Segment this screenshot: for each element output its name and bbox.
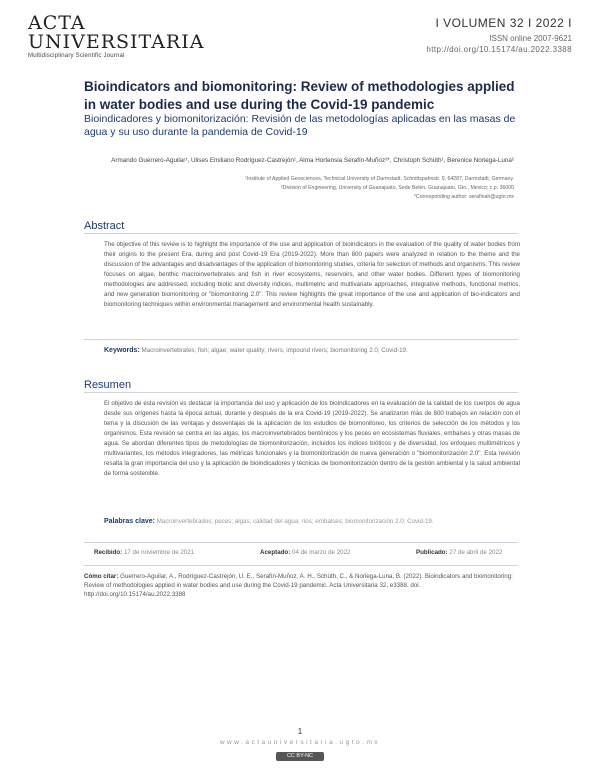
article-title-spanish: Bioindicadores y biomonitorización: Revisión de las metodologías aplicadas en las masas de agua y su uso durante la pandemia de Covid-19 bbox=[84, 113, 516, 138]
accepted-date bbox=[260, 549, 350, 556]
accepted-label: Aceptado: bbox=[260, 549, 291, 556]
published-date bbox=[416, 549, 502, 556]
journal-logo bbox=[28, 12, 205, 59]
logo-line1: ACTA bbox=[28, 12, 86, 34]
cite-text: Guerrero-Aguilar, A., Rodríguez-Castrejón, U. E., Serafín-Muñoz, A. H., Schüth, C., & Noriega-Luna, B. (2022). Bioindicators and biomonitoring: Review of methodologies applied in water bodies and use during the Covid-19 pandemic. Acta Universitaria 32, e3388. doi. http://doi.org/10.15174/au.2022.3388 bbox=[84, 573, 513, 598]
author-list: Armando Guerrero-Aguilar¹, Ulises Emiliano Rodríguez-Castrejón¹, Alma Hortensia Serafín-Muñoz²*, Christoph Schüth¹, Berenice Noriega-Luna² bbox=[111, 157, 514, 164]
issn-label: ISSN online 2007-9621 bbox=[489, 34, 572, 43]
keywords bbox=[104, 347, 408, 354]
article-title: Bioindicators and biomonitoring: Review of methodologies applied in water bodies and use during the Covid-19 pandemic bbox=[84, 79, 515, 112]
abstract-heading: Abstract bbox=[84, 220, 125, 232]
keywords-label: Keywords: bbox=[104, 347, 140, 354]
logo-line2: UNIVERSITARIA bbox=[28, 31, 205, 53]
palabras-clave bbox=[104, 518, 434, 525]
cite-label: Cómo citar: bbox=[84, 573, 119, 580]
publication-dates bbox=[84, 542, 518, 566]
palabras-clave-label: Palabras clave: bbox=[104, 518, 155, 525]
page-number: 1 bbox=[297, 727, 303, 736]
volume-label: I VOLUMEN 32 I 2022 I bbox=[435, 16, 572, 30]
palabras-clave-values: Macroinvertebrados; peces; algas; calidad del agua; ríos; embalses; biomonitorización 2.0; Covid-19. bbox=[156, 518, 434, 525]
affiliation-1: ¹Institute of Applied Geosciences, Technical University of Darmstadt, Schnittspahnstr. 9, 64287, Darmstadt, Germany. bbox=[245, 176, 514, 182]
received-value: 17 de noviembre de 2021 bbox=[123, 549, 195, 556]
doi-link[interactable]: http://doi.org/10.15174/au.2022.3388 bbox=[426, 45, 572, 54]
resumen-heading: Resumen bbox=[84, 379, 132, 391]
published-label: Publicado: bbox=[416, 549, 448, 556]
published-value: 27 de abril de 2022 bbox=[449, 549, 503, 556]
keywords-values: Macroinvertebrates; fish; algae; water quality; rivers; impound rivers; biomonitoring 2.0; Covid-19. bbox=[141, 347, 408, 354]
how-to-cite bbox=[84, 572, 518, 599]
received-date bbox=[94, 549, 194, 556]
received-label: Recibido: bbox=[94, 549, 123, 556]
license-badge-icon: CC BY-NC bbox=[276, 752, 324, 761]
resumen-text: El objetivo de esta revisión es destacar la importancia del uso y aplicación de los bioindicadores en la evaluación de la calidad de los cuerpos de agua desde sus orígenes hasta la época actual, durante y después de la era Covid-19 (2019-2022). Se analizaron más de 800 trabajos en relación con el tema y la discusión de las ventajas y desventajas de la aplicación de los estudios de biomonitoreo, los criterios de selección de los métodos y los organismos. Esta revisión se centra en las algas, los macroinvertebrados bentónicos y los peces en ecosistemas fluviales, embalses y otras masas de agua. Se abordan diferentes tipos de metodologías de biomonitorización, incluidos los índices bióticos y de diversidad, los enfoques multimétricos y multivariantes, los métodos integradores, las métricas funcionales y la biomonitorización de nueva generación o "biomonitorización 2.0". Esta revisión resalta la gran importancia del uso y la aplicación de bioindicadores y técnicas de biomonitorización dentro de la gestión ambiental y la salud ambiental de forma sostenible. bbox=[104, 400, 520, 477]
logo-tagline: Multidisciplinary Scientific Journal bbox=[28, 53, 125, 59]
abstract-text: The objective of this review is to highlight the importance of the use and application of bioindicators in the evaluation of the quality of water bodies from their origins to the present Era, during and post Covid-19 Era (2019-2022). More than 800 papers were analyzed in relation to the theme and the discussion of the advantages and disadvantages of the application of biomonitoring studies, criteria for selection of methods and organisms. This review focuses on algae, benthic macroinvertebrates and fish in river ecosystems, reservoirs, and other water bodies. Different types of biomonitoring methodologies are addressed, including biotic and diversity indices, multimetric and multivariate approaches, integrative methods, functional metrics, and new generation biomonitoring or "biomonitoring 2.0". This review highlights the great importance of the use and application of bio-indicators and biomonitoring techniques within environmental management and environmental health sustainably. bbox=[104, 241, 520, 308]
accepted-value: 04 de marzo de 2022 bbox=[292, 549, 351, 556]
footer-url[interactable]: www.actauniversitaria.ugto.mx bbox=[219, 739, 381, 746]
corresponding-author: *Corresponding author: serafinah@ugto.mx bbox=[413, 194, 514, 200]
affiliation-2: ²Division of Engineering, University of Guanajuato, Sede Belén, Guanajuato, Gto., Mexico; c.p. 36000 bbox=[281, 185, 514, 191]
